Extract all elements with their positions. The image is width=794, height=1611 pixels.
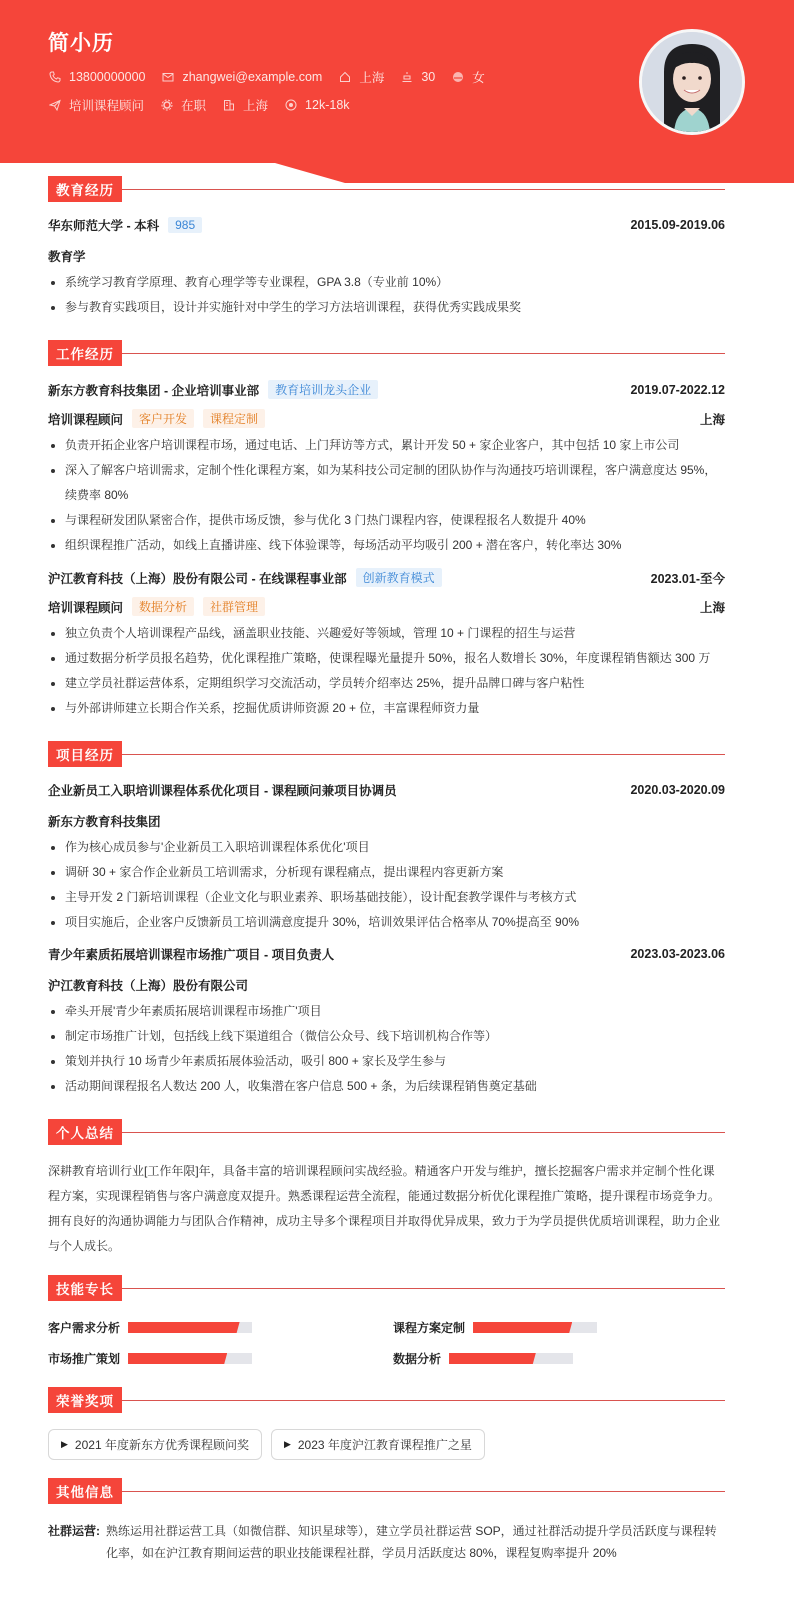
- role-title: 培训课程顾问: [48, 600, 124, 615]
- contact-gender: [451, 68, 485, 86]
- project-name: 青少年素质拓展培训课程市场推广项目 - 项目负责人: [48, 948, 335, 962]
- skill-bar: [473, 1322, 597, 1333]
- project-name: 企业新员工入职培训课程体系优化项目 - 课程顾问兼项目协调员: [48, 784, 397, 798]
- education-section: [48, 176, 725, 320]
- list-item: 牵头开展'青少年素质拓展培训课程市场推广'项目: [48, 999, 725, 1024]
- school-tag: 985: [168, 217, 202, 233]
- work-bullets: [48, 433, 725, 558]
- header-banner: [0, 0, 794, 190]
- list-item: 与课程研发团队紧密合作，提供市场反馈，参与优化 3 门热门课程内容，使课程报名人数提升 40%: [48, 508, 725, 533]
- projects-section: [48, 741, 725, 1099]
- section-title-education: 教育经历: [48, 176, 122, 202]
- skill-item: [48, 1319, 393, 1336]
- section-title-skills: 技能专长: [48, 1275, 122, 1301]
- list-item: 深入了解客户培训需求，定制个性化课程方案，如为某科技公司定制的团队协作与沟通技巧培训课程，客户满意度达 95%，续费率 80%: [48, 458, 725, 508]
- education-date: 2015.09-2019.06: [630, 218, 725, 232]
- list-item: 组织课程推广活动，如线上直播讲座、线下体验课等，每场活动平均吸引 200 + 潜在客户，转化率达 30%: [48, 533, 725, 558]
- email-text: zhangwei@example.com: [182, 70, 323, 84]
- list-item: 通过数据分析学员报名趋势，优化课程推广策略，使课程曝光量提升 50%，报名人数增长 30%，年度课程销售额达 300 万: [48, 646, 725, 671]
- list-item: 主导开发 2 门新培训课程（企业文化与职业素养、职场基础技能），设计配套教学课件与考核方式: [48, 885, 725, 910]
- skill-item: [393, 1319, 725, 1336]
- project-bullets: [48, 835, 725, 935]
- city-text: 上海: [359, 71, 385, 85]
- age-text: 30: [421, 70, 436, 84]
- award-item: [48, 1429, 262, 1460]
- work-location: 上海: [699, 412, 725, 427]
- job-position: [48, 96, 144, 114]
- skill-name: 市场推广策划: [48, 1352, 121, 1366]
- role-tag: 课程定制: [203, 409, 265, 428]
- job-city: [222, 96, 268, 114]
- gender-icon: [451, 71, 464, 84]
- project-date: 2023.03-2023.06: [630, 947, 725, 961]
- role-row: [48, 409, 725, 428]
- building-icon: [222, 99, 235, 112]
- project-row: [48, 781, 725, 799]
- job-city-text: 上海: [243, 99, 269, 113]
- list-item: 作为核心成员参与'企业新员工入职培训课程体系优化'项目: [48, 835, 725, 860]
- avatar-portrait: [642, 32, 742, 132]
- skill-bar: [128, 1353, 252, 1364]
- role-row: [48, 597, 725, 616]
- school-name: 华东师范大学 - 本科: [48, 219, 160, 233]
- role-tag: 客户开发: [132, 409, 194, 428]
- work-bullets: [48, 621, 725, 721]
- skill-bar-fill: [128, 1322, 240, 1333]
- list-item: 制定市场推广计划，包括线上线下渠道组合（微信公众号、线下培训机构合作等）: [48, 1024, 725, 1049]
- work-item: [48, 380, 725, 558]
- award-item: [271, 1429, 485, 1460]
- summary-section: [48, 1119, 725, 1259]
- salary-icon: [284, 99, 297, 112]
- section-header: [48, 741, 725, 767]
- project-item: [48, 945, 725, 1099]
- section-title-summary: 个人总结: [48, 1119, 122, 1145]
- skill-name: 数据分析: [393, 1352, 442, 1366]
- company-name: 新东方教育科技集团 - 企业培训事业部: [48, 383, 260, 398]
- list-item: 项目实施后，企业客户反馈新员工培训满意度提升 30%，培训效果评估合格率从 70%提高至 90%: [48, 910, 725, 935]
- list-item: 建立学员社群运营体系，定期组织学习交流活动，学员转介绍率达 25%，提升品牌口碑与客户粘性: [48, 671, 725, 696]
- section-divider: [122, 353, 725, 354]
- job-info-row: [48, 96, 366, 114]
- section-divider: [122, 1400, 725, 1401]
- list-item: 与外部讲师建立长期合作关系，挖掘优质讲师资源 20 + 位，丰富课程师资力量: [48, 696, 725, 721]
- section-header: [48, 1275, 725, 1301]
- contact-city: [338, 68, 384, 86]
- section-header: [48, 1119, 725, 1145]
- company-name: 沪江教育科技（上海）股份有限公司 - 在线课程事业部: [48, 571, 347, 586]
- list-item: 活动期间课程报名人数达 200 人，收集潜在客户信息 500 + 条，为后续课程销售奠定基础: [48, 1074, 725, 1099]
- company-row: [48, 380, 725, 399]
- project-org-row: [48, 812, 725, 830]
- section-divider: [122, 189, 725, 190]
- education-row: [48, 216, 725, 234]
- skill-item: [393, 1350, 725, 1367]
- skill-bar: [128, 1322, 252, 1333]
- project-org: 新东方教育科技集团: [48, 815, 161, 829]
- list-item: 负责开拓企业客户培训课程市场，通过电话、上门拜访等方式，累计开发 50 + 家企业客户，其中包括 10 家上市公司: [48, 433, 725, 458]
- contact-email: [161, 70, 322, 84]
- phone-icon: [48, 71, 61, 84]
- job-salary: [284, 98, 349, 112]
- salary-text: 12k-18k: [305, 98, 350, 112]
- skill-bar: [449, 1353, 573, 1364]
- section-title-projects: 项目经历: [48, 741, 122, 767]
- contact-row: [48, 68, 501, 86]
- company-tag: 创新教育模式: [356, 568, 442, 587]
- position-text: 培训课程顾问: [69, 99, 145, 113]
- resume-body: [48, 176, 725, 1564]
- award-text: 2021 年度新东方优秀课程顾问奖: [74, 1438, 249, 1452]
- role-title: 培训课程顾问: [48, 412, 124, 427]
- company-tag: 教育培训龙头企业: [268, 380, 378, 399]
- contact-age: [400, 70, 435, 84]
- education-bullets: [48, 270, 725, 320]
- list-item: 系统学习教育学原理、教育心理学等专业课程，GPA 3.8（专业前 10%）: [48, 270, 725, 295]
- work-section: [48, 340, 725, 721]
- send-icon: [48, 99, 61, 112]
- other-item: [48, 1520, 725, 1564]
- section-header: [48, 340, 725, 366]
- list-item: 策划并执行 10 场青少年素质拓展体验活动，吸引 800 + 家长及学生参与: [48, 1049, 725, 1074]
- company-row: [48, 568, 725, 587]
- section-title-awards: 荣誉奖项: [48, 1387, 122, 1413]
- role-tag: 社群管理: [203, 597, 265, 616]
- skill-name: 客户需求分析: [48, 1321, 121, 1335]
- gender-text: 女: [472, 71, 485, 85]
- section-title-work: 工作经历: [48, 340, 122, 366]
- section-header: [48, 176, 725, 202]
- job-status: [160, 96, 206, 114]
- phone-text: 13800000000: [69, 70, 146, 84]
- home-icon: [338, 71, 351, 84]
- project-item: [48, 781, 725, 935]
- section-divider: [122, 1491, 725, 1492]
- section-title-other: 其他信息: [48, 1478, 122, 1504]
- status-text: 在职: [181, 99, 207, 113]
- major-row: [48, 247, 725, 265]
- triangle-right-icon: ▶: [61, 1439, 68, 1449]
- section-divider: [122, 754, 725, 755]
- triangle-right-icon: ▶: [283, 1439, 291, 1449]
- work-location: 上海: [699, 600, 725, 615]
- other-section: [48, 1478, 725, 1564]
- skill-item: [48, 1350, 393, 1367]
- skills-grid: [48, 1319, 725, 1367]
- section-divider: [122, 1132, 725, 1133]
- award-text: 2023 年度沪江教育课程推广之星: [297, 1438, 472, 1452]
- skill-name: 课程方案定制: [393, 1321, 466, 1335]
- project-bullets: [48, 999, 725, 1099]
- role-tag: 数据分析: [132, 597, 194, 616]
- other-label: 社群运营:: [48, 1524, 100, 1538]
- skills-section: [48, 1275, 725, 1367]
- section-header: [48, 1478, 725, 1504]
- section-header: [48, 1387, 725, 1413]
- list-item: 独立负责个人培训课程产品线，涵盖职业技能、兴趣爱好等领域，管理 10 + 门课程的招生与运营: [48, 621, 725, 646]
- age-icon: [400, 71, 413, 84]
- project-org: 沪江教育科技（上海）股份有限公司: [48, 979, 249, 993]
- candidate-name: 简小历: [48, 32, 114, 55]
- section-divider: [122, 1288, 725, 1289]
- mail-icon: [161, 71, 174, 84]
- awards-section: [48, 1387, 725, 1460]
- project-date: 2020.03-2020.09: [630, 783, 725, 797]
- list-item: 参与教育实践项目，设计并实施针对中学生的学习方法培训课程，获得优秀实践成果奖: [48, 295, 725, 320]
- project-org-row: [48, 976, 725, 994]
- major: 教育学: [48, 250, 86, 264]
- awards-list: [48, 1429, 725, 1460]
- work-date: 2019.07-2022.12: [630, 382, 725, 397]
- avatar: [639, 29, 745, 135]
- project-row: [48, 945, 725, 963]
- work-date: 2023.01-至今: [650, 571, 725, 586]
- skill-bar-fill: [449, 1353, 536, 1364]
- other-text: 熟练运用社群运营工具（如微信群、知识星球等），建立学员社群运营 SOP，通过社群活动提升学员活跃度与课程转化率，如在沪江教育期间运营的职业技能课程社群，学员月活跃度达 80%，课程复购率提升 20%: [106, 1524, 717, 1560]
- status-icon: [160, 99, 173, 112]
- skill-bar-fill: [128, 1353, 227, 1364]
- work-item: [48, 568, 725, 721]
- summary-text: 深耕教育培训行业[工作年限]年，具备丰富的培训课程顾问实战经验。精通客户开发与维护，擅长挖掘客户需求并定制个性化课程方案，实现课程销售与客户满意度双提升。熟悉课程运营全流程，能通过数据分析优化课程推广策略，提升课程市场竞争力。拥有良好的沟通协调能力与团队合作精神，成功主导多个课程项目并取得优异成果，致力于为学员提供优质培训课程，助力企业与个人成长。: [48, 1164, 721, 1253]
- skill-bar-fill: [473, 1322, 572, 1333]
- list-item: 调研 30 + 家合作企业新员工培训需求，分析现有课程痛点，提出课程内容更新方案: [48, 860, 725, 885]
- contact-phone: [48, 70, 145, 84]
